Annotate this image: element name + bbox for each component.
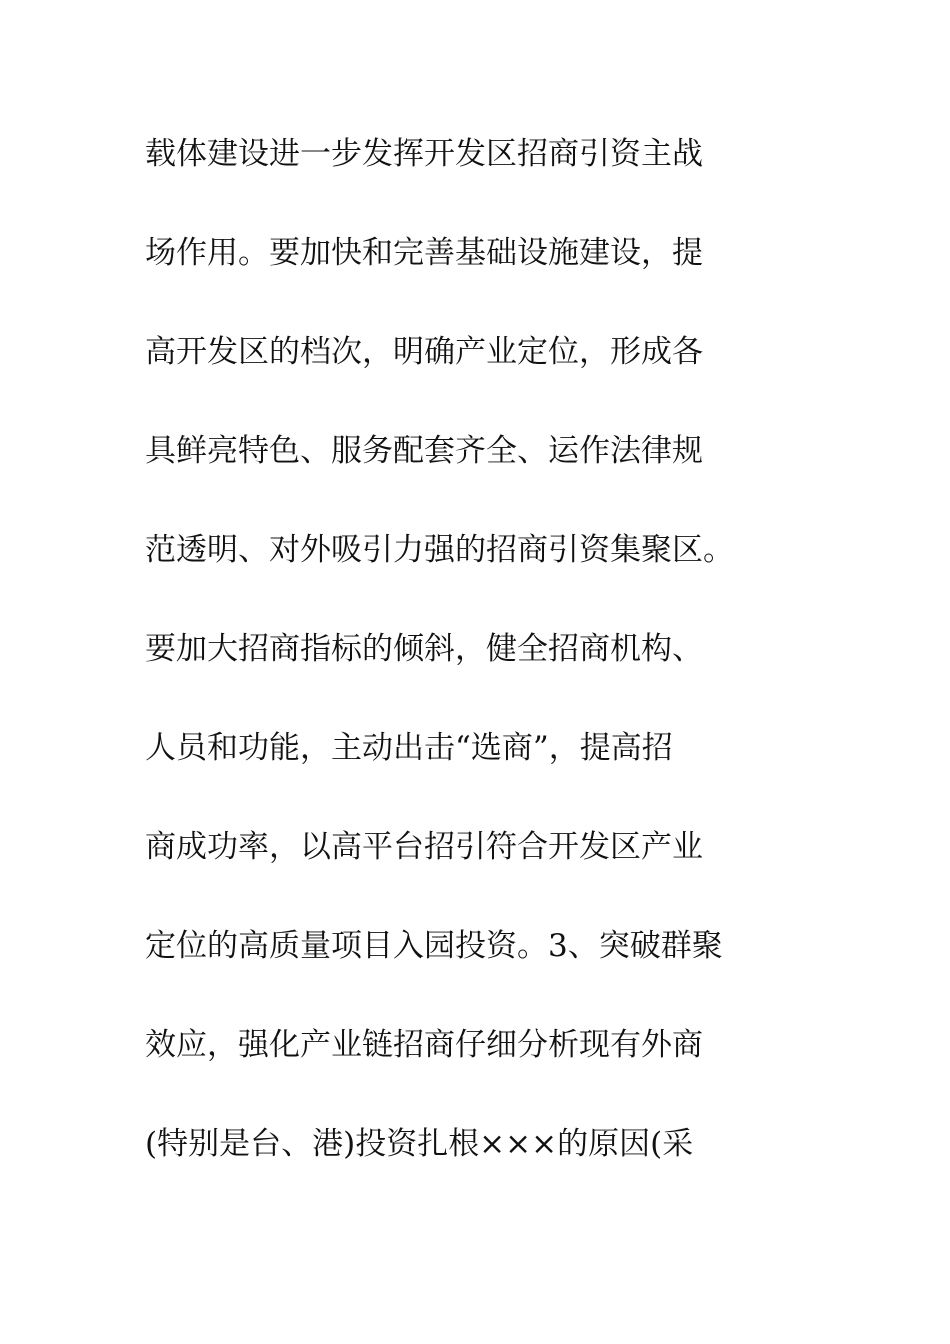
text-line-9: 定位的高质量项目入园投资。3、突破群聚 — [145, 928, 723, 964]
text-line-7: 人员和功能，主动出击“选商”，提高招 — [145, 730, 673, 766]
text-line-5: 范透明、对外吸引力强的招商引资集聚区。 — [145, 532, 734, 568]
text-line-2: 场作用。要加快和完善基础设施建设，提 — [145, 235, 703, 271]
text-line-3: 高开发区的档次，明确产业定位，形成各 — [145, 334, 703, 370]
text-line-8: 商成功率，以高平台招引符合开发区产业 — [145, 829, 703, 865]
body-text — [145, 124, 845, 1213]
text-line-11: (特别是台、港)投资扎根×××的原因(采 — [145, 1126, 694, 1162]
text-line-10: 效应，强化产业链招商仔细分析现有外商 — [145, 1027, 703, 1063]
text-line-6: 要加大招商指标的倾斜，健全招商机构、 — [145, 631, 703, 667]
text-line-1: 载体建设进一步发挥开发区招商引资主战 — [145, 136, 703, 172]
text-line-4: 具鲜亮特色、服务配套齐全、运作法律规 — [145, 433, 703, 469]
